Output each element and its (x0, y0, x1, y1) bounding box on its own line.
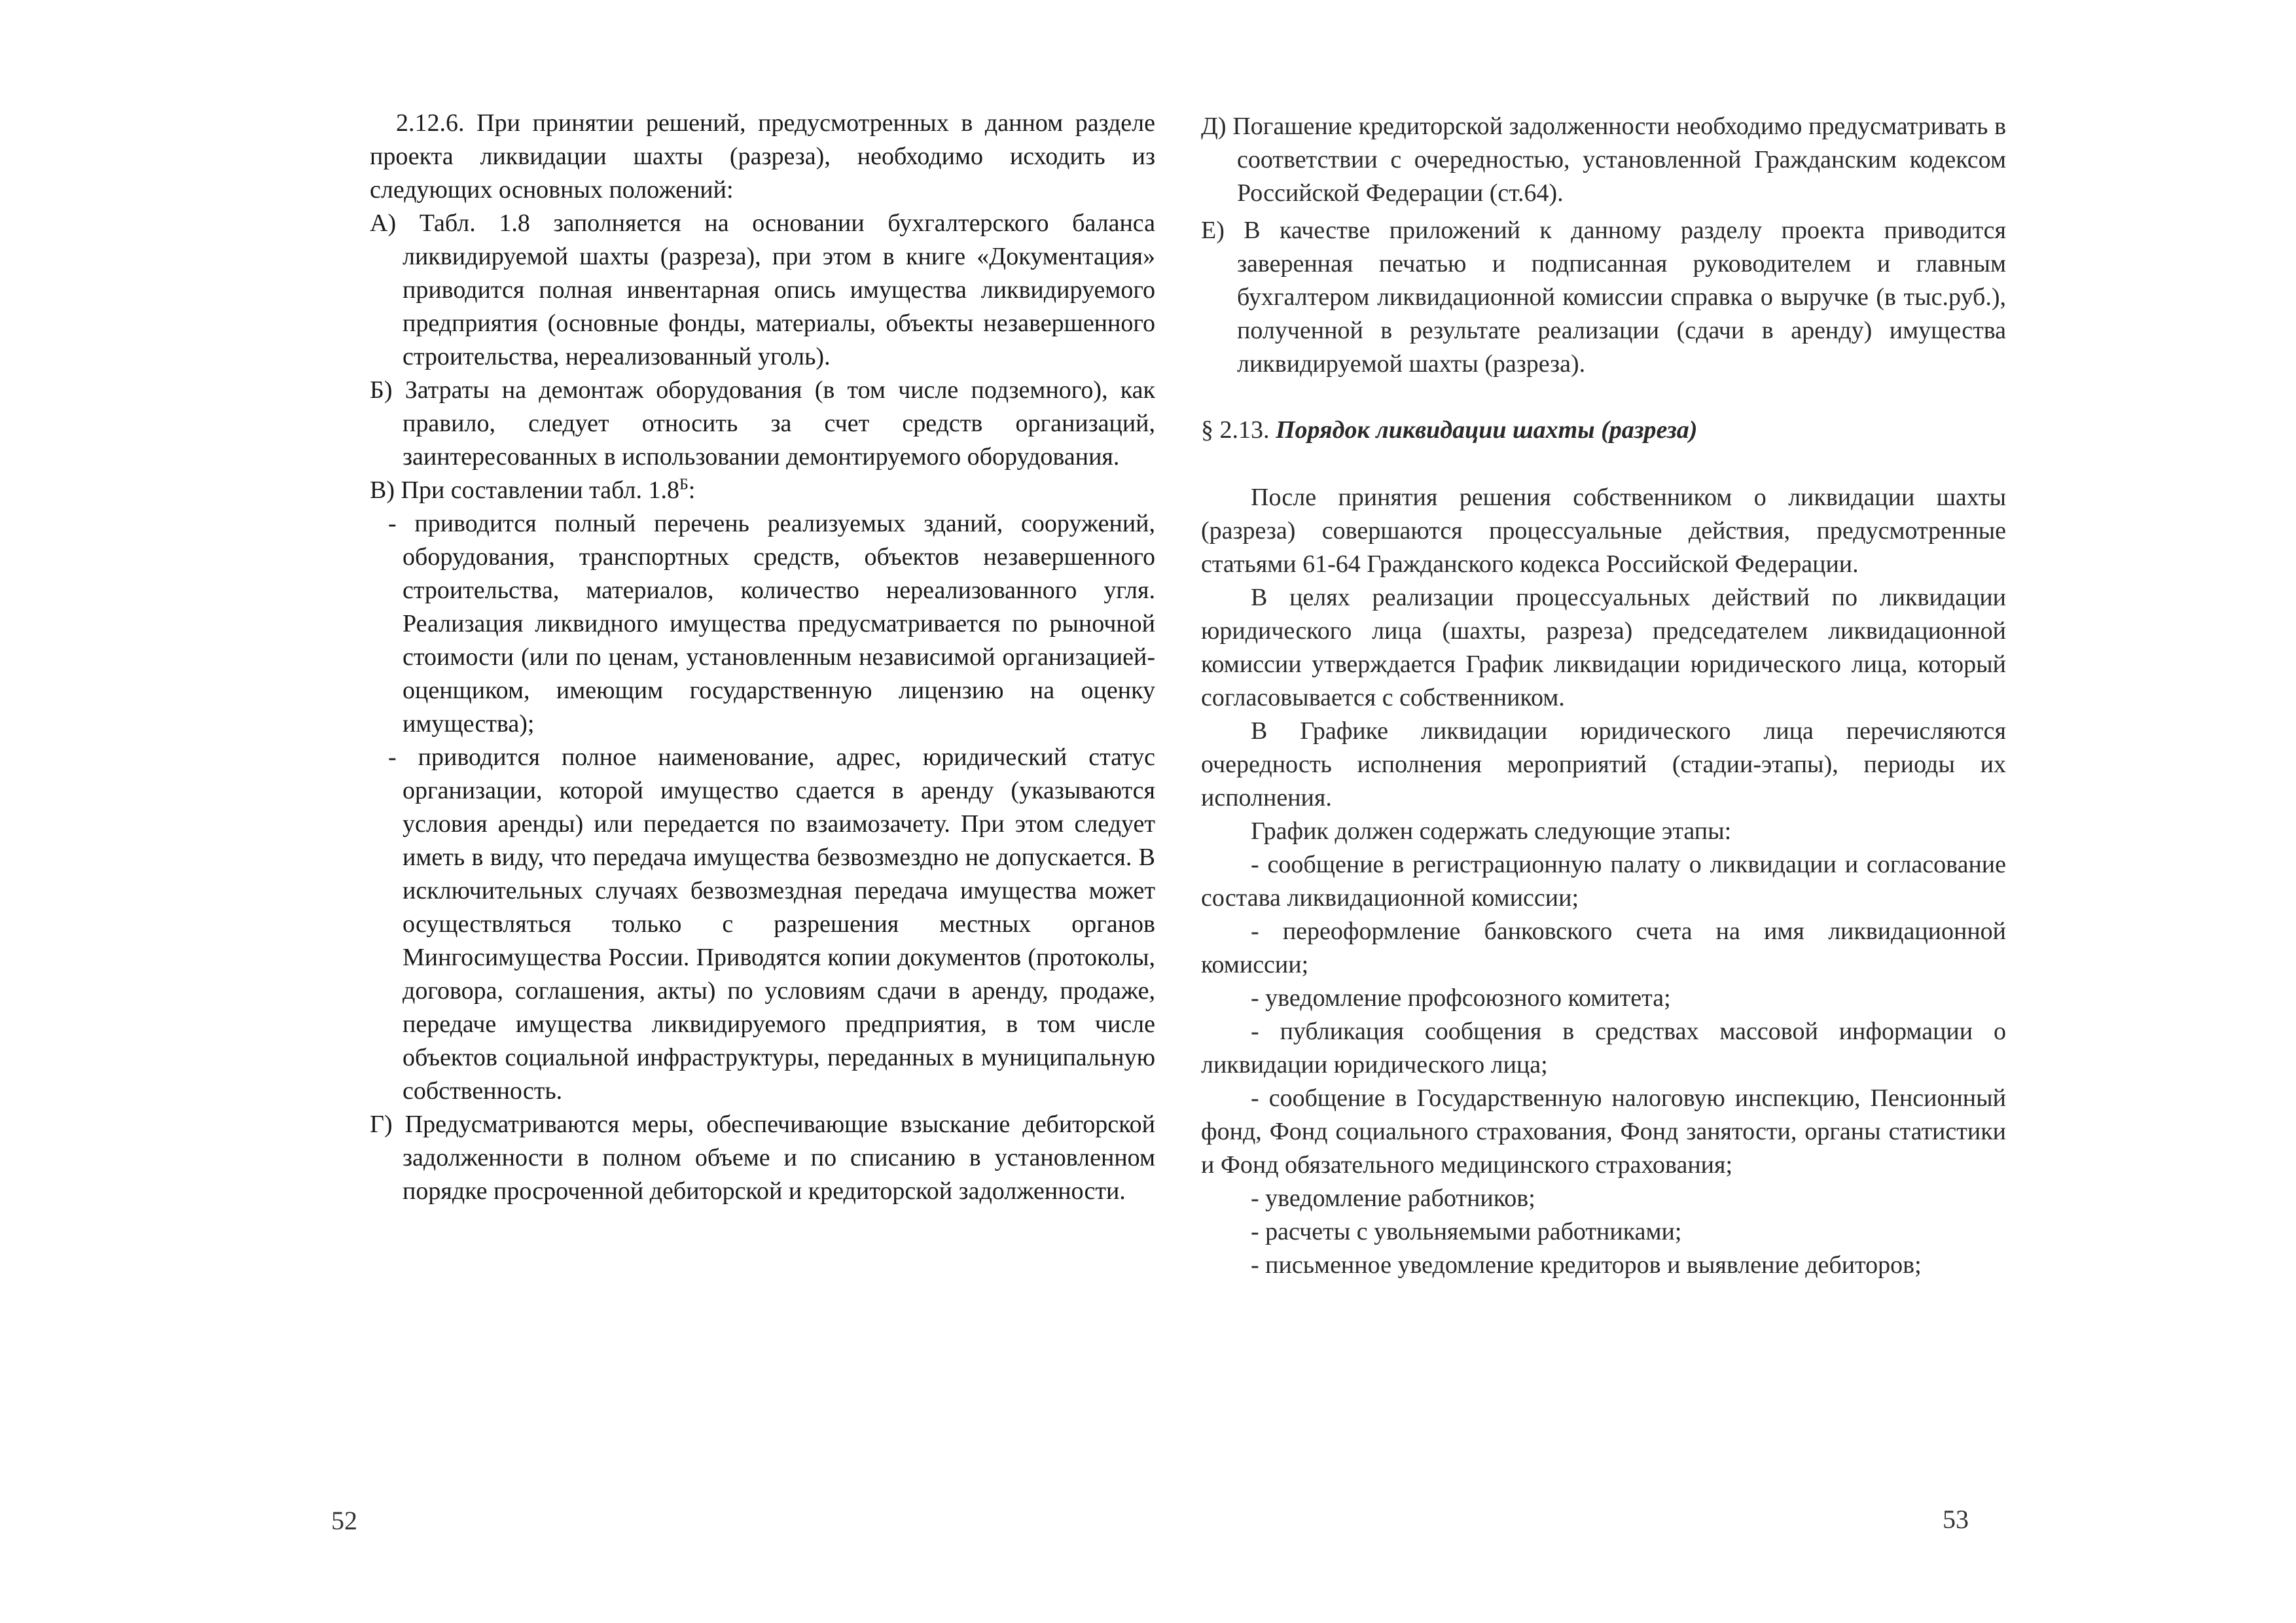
item-b (370, 374, 1155, 474)
item-v (370, 474, 1155, 507)
list-item: - публикация сообщения в средствах массовой информации о ликвидации юридического лица; (1201, 1018, 2006, 1079)
item-g-marker: Г) (370, 1111, 393, 1138)
item-d-marker: Д) (1201, 113, 1227, 140)
list-item: - уведомление профсоюзного комитета; (1251, 984, 1671, 1012)
section-title: Порядок ликвидации шахты (разреза) (1276, 416, 1698, 444)
item-v-marker: В) (370, 476, 395, 504)
item-v-tail: : (688, 476, 696, 504)
item-a-text: Табл. 1.8 заполняется на основании бухгалтерского баланса ликвидируемой шахты (разреза), при этом в книге «Документация» приводится полная инвентарная опись имущества ликвидируемого предприятия (основные фонды, материалы, объекты незавершенного строительства, нереализованный уголь). (403, 209, 1156, 370)
bullet-1-text: приводится полный перечень реализуемых зданий, сооружений, оборудования, транспортных средств, объектов незавершенного строительства, материалов, количество нереализованного угля. Реализация ликвидного имущества предусматривается по рыночной стоимости (или по ценам, установленным независимой организацией-оценщиком, имеющим государственную лицензию на оценку имущества); (403, 510, 1155, 738)
bullet-item-1 (370, 507, 1155, 741)
section-heading (1201, 414, 2006, 447)
list-item: - переоформление банковского счета на имя ликвидационной комиссии; (1201, 918, 2006, 978)
left-page-column (370, 107, 1155, 1208)
item-e (1201, 214, 2006, 381)
right-page-column (1201, 110, 2006, 1282)
list-item: - сообщение в Государственную налоговую инспекцию, Пенсионный фонд, Фонд социального страхования, Фонд занятости, органы статистики и Фонд обязательного медицинского страхования; (1201, 1084, 2006, 1179)
item-v-superscript: Б (679, 476, 689, 493)
list-item: - сообщение в регистрационную палату о ликвидации и согласование состава ликвидационной комиссии; (1201, 851, 2006, 912)
bullet-1-dash: - (388, 510, 397, 537)
section-intro-paragraph: 2.12.6. При принятии решений, предусмотренных в данном разделе проекта ликвидации шахты (разреза), необходимо исходить из следующих основных положений: (370, 109, 1155, 204)
paragraph-3: В Графике ликвидации юридического лица перечисляются очередность исполнения мероприятий (стадии-этапы), периоды их исполнения. (1201, 717, 2006, 812)
item-a-marker: А) (370, 209, 397, 237)
page-number-left: 52 (331, 1506, 357, 1535)
item-g-text: Предусматриваются меры, обеспечивающие взыскание дебиторской задолженности в полном объеме и по списанию в установленном порядке просроченной дебиторской и кредиторской задолженности. (403, 1111, 1155, 1205)
item-e-marker: Е) (1201, 217, 1225, 244)
list-item: - расчеты с увольняемыми работниками; (1251, 1218, 1682, 1245)
list-item: - письменное уведомление кредиторов и выявление дебиторов; (1251, 1251, 1922, 1279)
item-g (370, 1108, 1155, 1208)
paragraph-1: После принятия решения собственником о ликвидации шахты (разреза) совершаются процессуальные действия, предусмотренные статьями 61-64 Гражданского кодекса Российской Федерации. (1201, 484, 2006, 578)
item-b-text: Затраты на демонтаж оборудования (в том числе подземного), как правило, следует относить за счет средств организаций, заинтересованных в использовании демонтируемого оборудования. (403, 376, 1155, 471)
bullet-item-2 (370, 741, 1155, 1108)
paragraph-2: В целях реализации процессуальных действий по ликвидации юридического лица (шахты, разреза) председателем ликвидационной комиссии утверждается График ликвидации юридического лица, который согласовывается с собственником. (1201, 584, 2006, 711)
item-v-text: При составлении табл. 1.8 (401, 476, 679, 504)
item-d (1201, 110, 2006, 210)
item-e-text: В качестве приложений к данному разделу проекта приводится заверенная печатью и подписанная руководителем и главным бухгалтером ликвидационной комиссии справка о выручке (в тыс.руб.), полученной в результате реализации (сдачи в аренду) имущества ликвидируемой шахты (разреза). (1237, 217, 2007, 378)
section-number: § 2.13. (1201, 416, 1270, 444)
item-b-marker: Б) (370, 376, 393, 404)
item-d-text: Погашение кредиторской задолженности необходимо предусматривать в соответствии с очередностью, установленной Гражданским кодексом Российской Федерации (ст.64). (1232, 113, 2007, 207)
list-item: - уведомление работников; (1251, 1185, 1535, 1212)
bullet-2-dash: - (388, 743, 397, 771)
paragraph-4: График должен содержать следующие этапы: (1251, 817, 1732, 845)
page-number-right: 53 (1943, 1505, 1969, 1534)
bullet-2-text: приводится полное наименование, адрес, юридический статус организации, которой имущество сдается в аренду (указываются условия аренды) или передается по взаимозачету. При этом следует иметь в виду, что передача имущества безвозмездно не допускается. В исключительных случаях безвозмездная передача имущества может осуществляться только с разрешения местных органов Мингосимущества России. Приводятся копии документов (протоколы, договора, соглашения, акты) по условиям сдачи в аренду, продаже, передаче имущества ликвидируемого предприятия, в том числе объектов социальной инфраструктуры, переданных в муниципальную собственность. (403, 743, 1155, 1105)
item-a (370, 207, 1155, 374)
